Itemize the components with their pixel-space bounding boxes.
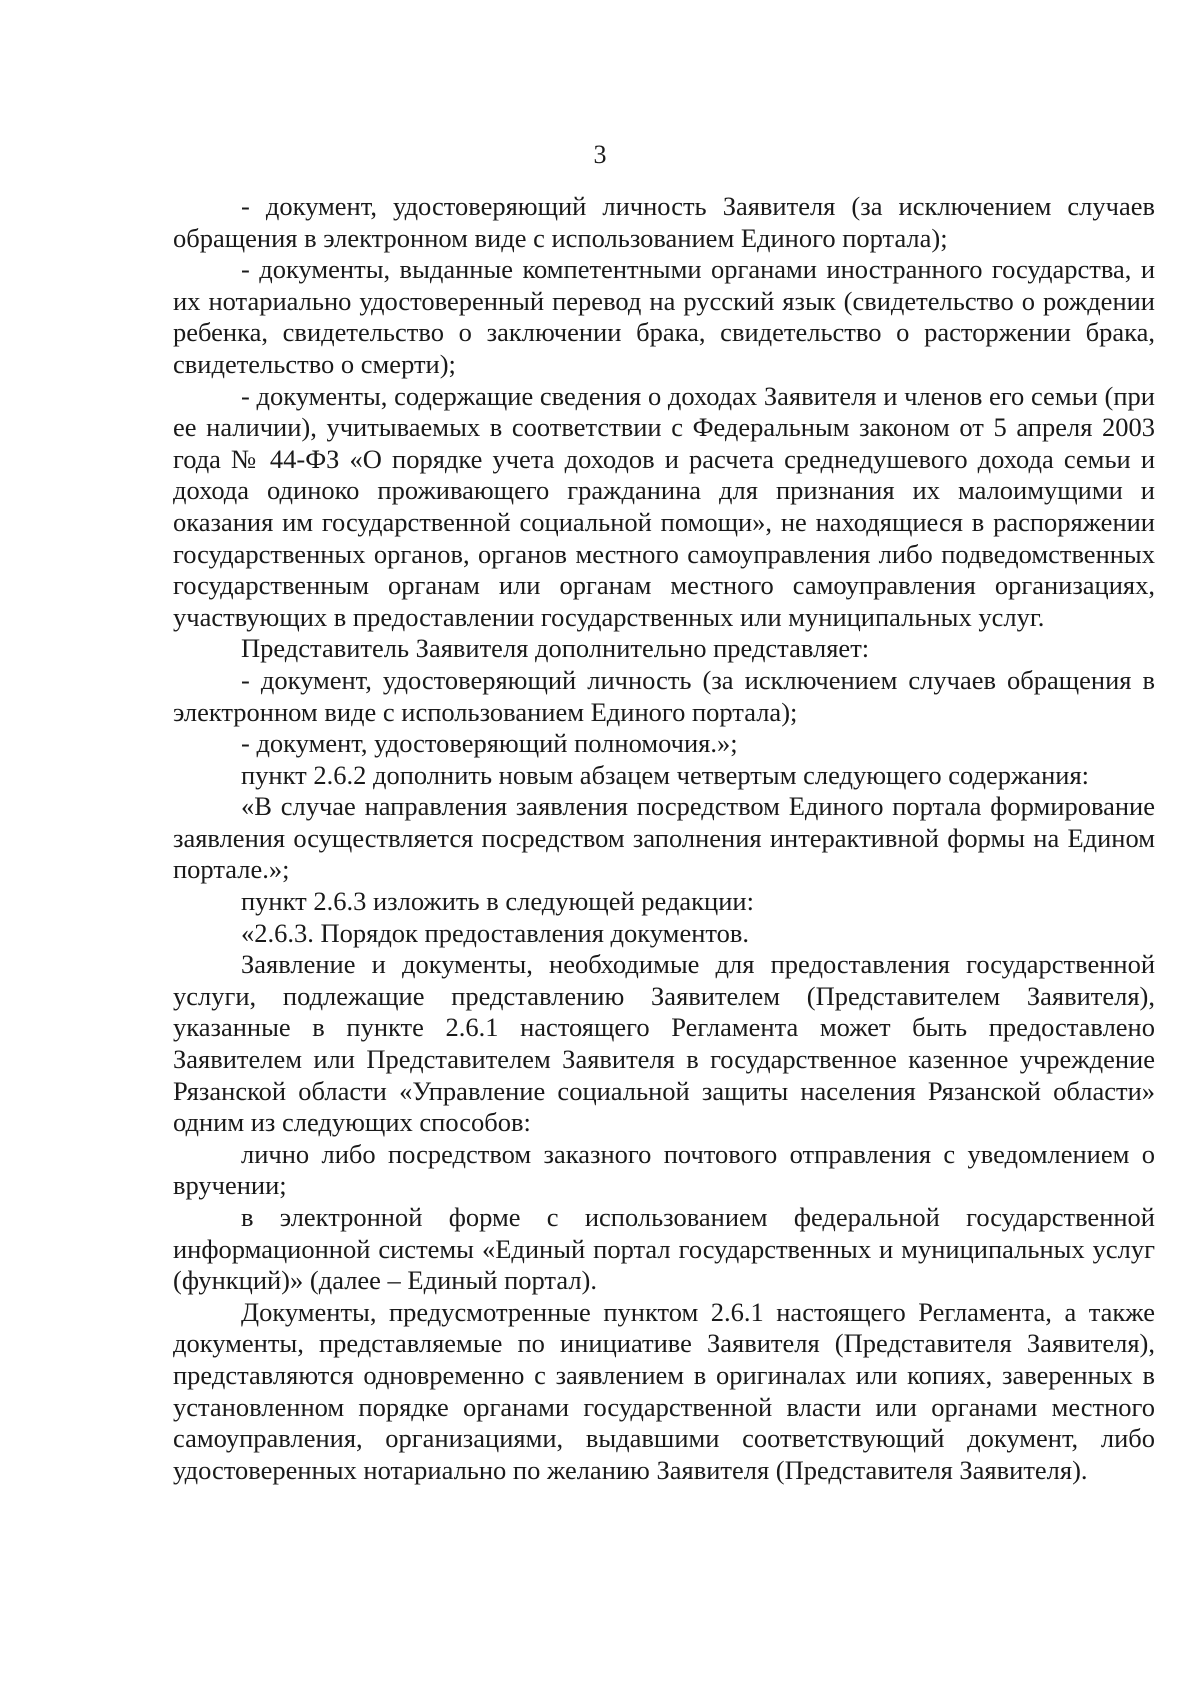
paragraph-amend-2-6-2: пункт 2.6.2 дополнить новым абзацем четвертым следующего содержания: xyxy=(241,759,1089,790)
paragraph-foreign-documents: - документы, выданные компетентными органами иностранного государства, и их нотариально удостоверенный перевод на русский язык (свидетельство о рождении ребенка, свидетельство о заключении брака, свидетельство о расторжении брака, свидетельство о смерти); xyxy=(173,254,1155,379)
page-number: 3 xyxy=(593,140,607,169)
paragraph-submission-methods: Заявление и документы, необходимые для предоставления государственной услуги, подлежащие представлению Заявителем (Представителем Заявителя), указанные в пункте 2.6.1 настоящего Регламента может быть предоставлено Заявителем или Представителем Заявителя в государственное казенное учреждение Рязанской области «Управление социальной защиты населения Рязанской области» одним из следующих способов: xyxy=(173,949,1155,1138)
paragraph-representative-identity: - документ, удостоверяющий личность (за исключением случаев обращения в электронном виде с использованием Единого портала); xyxy=(173,664,1155,727)
paragraph-section-2-6-3-title: «2.6.3. Порядок предоставления документов. xyxy=(241,917,750,948)
paragraph-electronic-form: в электронной форме с использованием федеральной государственной информационной системы «Единый портал государственных и муниципальных услуг (функций)» (далее – Единый портал). xyxy=(173,1202,1155,1296)
document-body xyxy=(173,191,1155,1486)
paragraph-amend-2-6-3: пункт 2.6.3 изложить в следующей редакции: xyxy=(241,886,754,917)
paragraph-in-person-or-mail: лично либо посредством заказного почтового отправления с уведомлением о вручении; xyxy=(173,1138,1155,1201)
paragraph-income-documents: - документы, содержащие сведения о доходах Заявителя и членов его семьи (при ее наличии), учитываемых в соответствии с Федеральным законом от 5 апреля 2003 года № 44-ФЗ «О порядке учета доходов и расчета среднедушевого дохода семьи и дохода одиноко проживающего гражданина для признания их малоимущими и оказания им государственной социальной помощи», не находящиеся в распоряжении государственных органов, органов местного самоуправления либо подведомственных государственным органам или органам местного самоуправления организациях, участвующих в предоставлении государственных или муниципальных услуг. xyxy=(173,380,1155,632)
paragraph-identity-document: - документ, удостоверяющий личность Заявителя (за исключением случаев обращения в электронном виде с использованием Единого портала); xyxy=(173,191,1155,253)
paragraph-originals-or-copies: Документы, предусмотренные пунктом 2.6.1 настоящего Регламента, а также документы, представляемые по инициативе Заявителя (Представителя Заявителя), представляются одновременно с заявлением в оригиналах или копиях, заверенных в установленном порядке органами государственной власти или органами местного самоуправления, организациями, выдавшими соответствующий документ, либо удостоверенных нотариально по желанию Заявителя (Представителя Заявителя). xyxy=(173,1296,1155,1485)
paragraph-portal-application: «В случае направления заявления посредством Единого портала формирование заявления осуществляется посредством заполнения интерактивной формы на Едином портале.»; xyxy=(173,791,1155,885)
paragraph-representative-intro: Представитель Заявителя дополнительно представляет: xyxy=(241,633,870,664)
paragraph-authority-document: - документ, удостоверяющий полномочия.»; xyxy=(241,728,738,759)
